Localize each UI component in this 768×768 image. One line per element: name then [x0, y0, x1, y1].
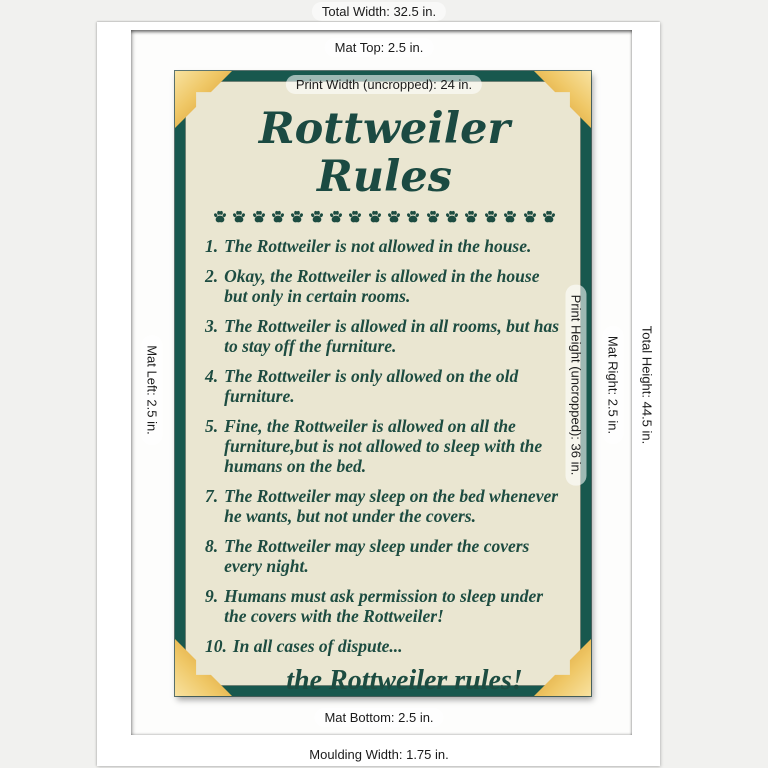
paw-icon — [290, 210, 304, 223]
paw-icon — [232, 210, 246, 223]
rule-item — [205, 636, 566, 656]
paw-icon — [368, 210, 382, 223]
rule-item — [205, 486, 566, 526]
paw-icon — [503, 210, 517, 223]
paw-icon — [542, 210, 556, 223]
rule-item — [205, 416, 566, 476]
print-width-label: Print Width (uncropped): 24 in. — [286, 75, 482, 94]
paw-icon — [445, 210, 459, 223]
poster-title: Rottweiler Rules — [258, 104, 511, 203]
poster-print — [175, 71, 591, 696]
rule-number: 3. — [205, 316, 219, 337]
rule-text: The Rottweiler is not allowed in the house. — [224, 236, 532, 257]
paw-icon — [271, 210, 285, 223]
rule-text: Fine, the Rottweiler is allowed on all the furniture,but is not allowed to sleep with the humans on the bed. — [224, 416, 543, 477]
rule-item — [205, 316, 566, 356]
total-width-label: Total Width: 32.5 in. — [312, 2, 446, 21]
rule-number: 4. — [205, 366, 219, 387]
paw-icon — [213, 210, 227, 223]
rule-text: The Rottweiler may sleep under the covers every night. — [224, 536, 530, 577]
mat-left-label: Mat Left: 2.5 in. — [142, 335, 163, 445]
total-height-label: Total Height: 44.5 in. — [637, 316, 658, 455]
paw-icon — [387, 210, 401, 223]
rule-number: 1. — [205, 236, 219, 257]
rule-item — [205, 236, 566, 256]
rule-number: 2. — [205, 266, 219, 287]
rule-text: The Rottweiler is only allowed on the old furniture. — [224, 366, 519, 407]
rule-text: Okay, the Rottweiler is allowed in the house but only in certain rooms. — [224, 266, 540, 307]
mat-right-label: Mat Right: 2.5 in. — [603, 326, 624, 444]
rule-number: 5. — [205, 416, 219, 437]
poster-footer: the Rottweiler rules! — [286, 665, 523, 697]
rule-number: 9. — [205, 586, 219, 607]
rule-text: Humans must ask permission to sleep under the covers with the Rottweiler! — [224, 586, 544, 627]
paw-icon — [310, 210, 324, 223]
print-height-label: Print Height (uncropped): 36 in. — [566, 285, 587, 486]
rule-text: The Rottweiler is allowed in all rooms, but has to stay off the furniture. — [224, 316, 560, 357]
rule-item — [205, 266, 566, 306]
paw-icon — [329, 210, 343, 223]
rule-item — [205, 536, 566, 576]
poster-content — [185, 81, 581, 697]
rules-list — [203, 236, 566, 656]
paw-icon — [348, 210, 362, 223]
paw-icon — [523, 210, 537, 223]
rule-number: 10. — [205, 636, 227, 657]
mat-board — [131, 30, 632, 735]
mat-bottom-label: Mat Bottom: 2.5 in. — [314, 708, 443, 727]
rule-text: In all cases of dispute... — [232, 636, 403, 657]
rule-number: 8. — [205, 536, 219, 557]
rule-item — [205, 586, 566, 626]
rule-number: 7. — [205, 486, 219, 507]
paw-icon — [252, 210, 266, 223]
paw-icon — [464, 210, 478, 223]
paw-icon — [426, 210, 440, 223]
mat-top-label: Mat Top: 2.5 in. — [325, 38, 434, 57]
paw-icon — [484, 210, 498, 223]
paw-print-divider — [203, 210, 566, 223]
rule-item — [205, 366, 566, 406]
paw-icon — [406, 210, 420, 223]
rule-text: The Rottweiler may sleep on the bed whenever he wants, but not under the covers. — [224, 486, 559, 527]
moulding-width-label: Moulding Width: 1.75 in. — [299, 745, 458, 764]
